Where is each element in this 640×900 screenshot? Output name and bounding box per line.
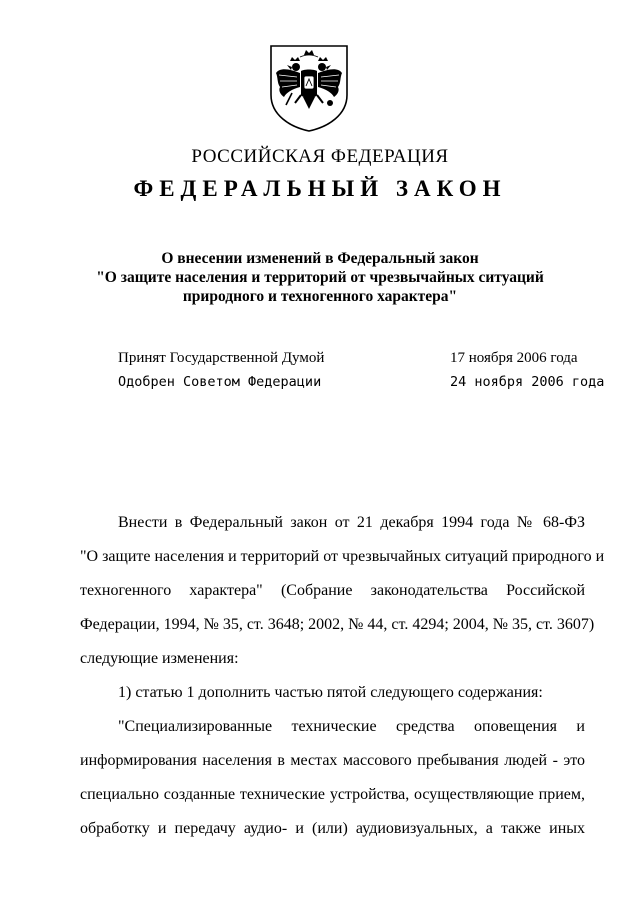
law-title [60,249,580,306]
council-approval-row [118,374,605,394]
coat-of-arms-icon [268,43,350,133]
body-line: специально созданные технические устройства, осуществляющие прием, [80,786,585,803]
duma-adoption-label: Принят Государственной Думой [118,350,325,366]
body-line: обработку и передачу аудио- и (или) аудиовизуальных, а также иных [80,820,585,837]
duma-adoption-date: 17 ноября 2006 года [450,350,578,366]
body-line: следующие изменения: [80,650,239,667]
state-name: РОССИЙСКАЯ ФЕДЕРАЦИЯ [191,146,449,167]
body-line: Федерации, 1994, № 35, ст. 3648; 2002, № 44, ст. 4294; 2004, № 35, ст. 3607) [80,616,595,633]
title-line: "О защите населения и территорий от чрезвычайных ситуаций [96,269,544,286]
body-line: 1) статью 1 дополнить частью пятой следующего содержания: [118,684,543,701]
council-approval-date: 24 ноября 2006 года [450,374,605,390]
body-line: "Специализированные технические средства оповещения и [118,718,585,735]
body-line: техногенного характера" (Собрание законодательства Российской [80,582,585,599]
law-type-heading: ФЕДЕРАЛЬНЫЙ ЗАКОН [133,176,507,201]
body-line: информирования населения в местах массового пребывания людей - это [80,752,585,769]
duma-adoption-row [118,350,596,370]
law-body [80,506,605,846]
body-line: Внести в Федеральный закон от 21 декабря 1994 года № 68-ФЗ [118,514,585,531]
title-line: О внесении изменений в Федеральный закон [161,250,479,267]
body-line: "О защите населения и территорий от чрезвычайных ситуаций природного и [80,548,605,565]
title-line: природного и техногенного характера" [182,288,458,305]
council-approval-label: Одобрен Советом Федерации [118,374,322,390]
